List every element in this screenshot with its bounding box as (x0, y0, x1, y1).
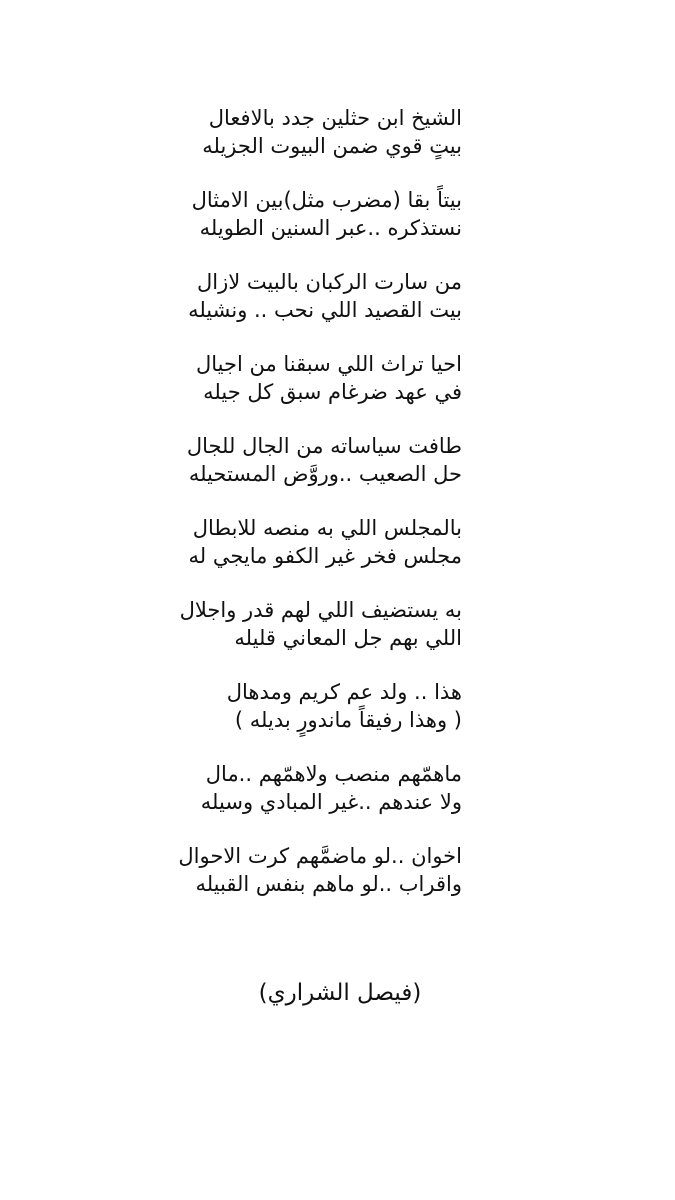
stanza-1 (202, 104, 462, 186)
poem-line: من سارت الركبان بالبيت لازال (197, 270, 462, 294)
poem-line: ماهمّهم منصب ولاهمّهم ..مال (205, 762, 462, 786)
poem-line: مجلس فخر غير الكفو مايجي له (188, 544, 462, 568)
poem (178, 104, 462, 924)
poem-line: حل الصعيب ..وروَّض المستحيله (188, 462, 462, 486)
poem-line: اخوان ..لو ماضمَّهم كرت الاحوال (178, 844, 462, 868)
stanza-5 (186, 432, 462, 514)
poem-line: الشيخ ابن حثلين جدد بالافعال (208, 106, 462, 130)
poem-line: ولا عندهم ..غير المبادي وسيله (200, 790, 462, 814)
poem-line: بيتاً بقا (مضرب مثل)بين الامثال (191, 188, 462, 212)
stanza-6 (188, 514, 462, 596)
stanza-9 (202, 760, 462, 842)
poem-line: في عهد ضرغام سبق كل جيله (203, 380, 462, 404)
poem-line: بيتٍ قوي ضمن البيوت الجزيله (202, 134, 462, 158)
poet-signature: (فيصل الشراري) (258, 980, 422, 1006)
poem-line: ( وهذا رفيقاً ماندورٍ بديله ) (234, 708, 462, 732)
stanza-8 (202, 678, 462, 760)
stanza-3 (188, 268, 462, 350)
poem-line: بيت القصيد اللي نحب .. ونشيله (188, 298, 462, 322)
poem-line: واقراب ..لو ماهم بنفس القبيله (195, 872, 462, 896)
poem-line: نستذكره ..عبر السنين الطويله (199, 216, 462, 240)
poem-line: بالمجلس اللي به منصه للابطال (192, 516, 462, 540)
poem-line: هذا .. ولد عم كريم ومدهال (226, 680, 462, 704)
poem-line: اللي بهم جل المعاني قليله (234, 626, 462, 650)
poem-line: به يستضيف اللي لهم قدر واجلال (179, 598, 462, 622)
stanza-7 (179, 596, 462, 678)
poem-line: طافت سياساته من الجال للجال (186, 434, 462, 458)
stanza-10 (178, 842, 462, 924)
poem-line: احيا تراث اللي سبقنا من اجيال (196, 352, 462, 376)
stanza-2 (191, 186, 462, 268)
stanza-4 (196, 350, 462, 432)
